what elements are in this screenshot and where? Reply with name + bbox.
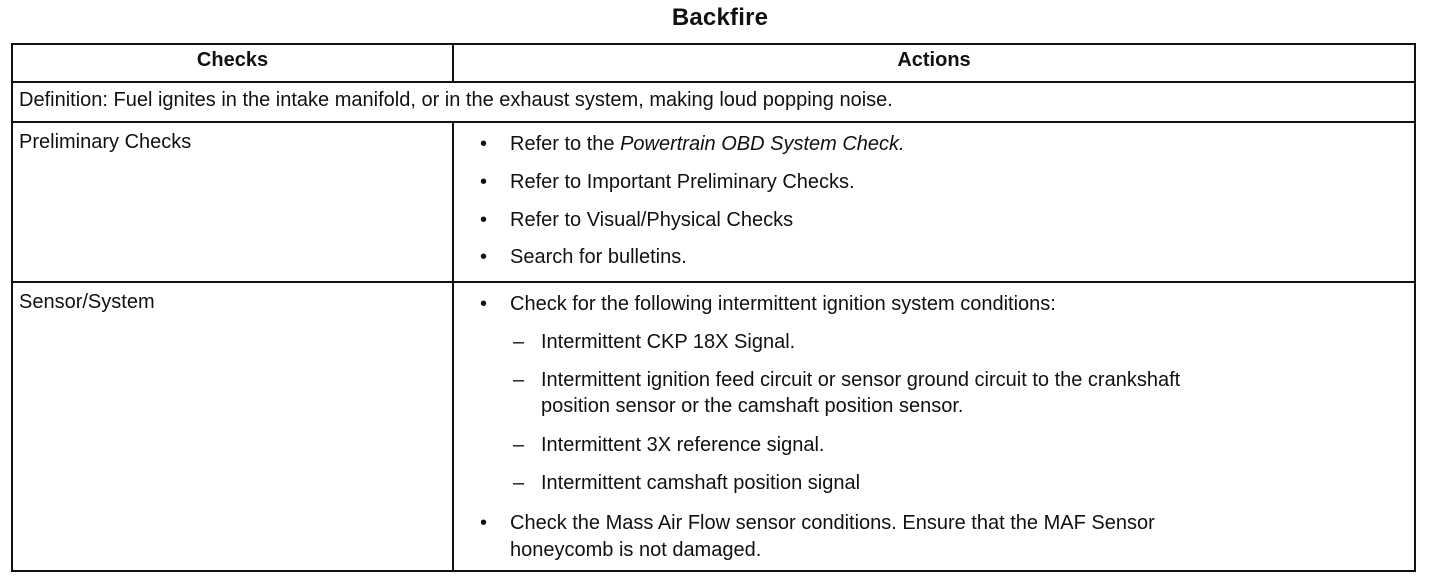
action-subitem: Intermittent camshaft position signal bbox=[541, 472, 861, 494]
table-divider bbox=[13, 121, 1414, 123]
page-title: Backfire bbox=[671, 4, 769, 31]
action-item: Search for bulletins. bbox=[510, 246, 687, 268]
header-actions: Actions bbox=[897, 49, 971, 71]
action-subitem: Intermittent CKP 18X Signal. bbox=[541, 331, 796, 353]
table-divider bbox=[13, 281, 1414, 283]
action-item: Refer to Visual/Physical Checks bbox=[510, 209, 794, 231]
action-item: Check the Mass Air Flow sensor conditions. Ensure that the MAF Sensor bbox=[510, 512, 1155, 534]
action-item-cont: honeycomb is not damaged. bbox=[510, 539, 762, 561]
action-subitem: Intermittent ignition feed circuit or sensor ground circuit to the crankshaft bbox=[541, 369, 1181, 391]
action-subitem: Intermittent 3X reference signal. bbox=[541, 434, 825, 456]
header-checks: Checks bbox=[196, 49, 269, 71]
row-label-preliminary-checks: Preliminary Checks bbox=[19, 131, 192, 153]
row-label-sensor-system: Sensor/System bbox=[19, 291, 155, 313]
action-text: Refer to the bbox=[510, 133, 621, 155]
bullet-icon: • bbox=[480, 171, 488, 193]
bullet-icon: • bbox=[480, 512, 488, 534]
bullet-icon: • bbox=[480, 133, 488, 155]
action-item: Refer to Important Preliminary Checks. bbox=[510, 171, 855, 193]
bullet-icon: • bbox=[480, 293, 488, 315]
dash-icon: – bbox=[513, 369, 525, 391]
dash-icon: – bbox=[513, 331, 525, 353]
bullet-icon: • bbox=[480, 209, 488, 231]
bullet-icon: • bbox=[480, 246, 488, 268]
action-item: Check for the following intermittent ignition system conditions: bbox=[510, 293, 1056, 315]
action-subitem-cont: position sensor or the camshaft position sensor. bbox=[541, 395, 964, 417]
action-item bbox=[510, 133, 905, 156]
dash-icon: – bbox=[513, 434, 525, 456]
table-divider bbox=[13, 81, 1414, 83]
definition-text: Definition: Fuel ignites in the intake manifold, or in the exhaust system, making loud popping noise. bbox=[19, 89, 893, 111]
column-divider bbox=[452, 121, 454, 572]
action-text-italic: Powertrain OBD System Check. bbox=[620, 133, 905, 155]
dash-icon: – bbox=[513, 472, 525, 494]
backfire-table bbox=[11, 43, 1416, 572]
